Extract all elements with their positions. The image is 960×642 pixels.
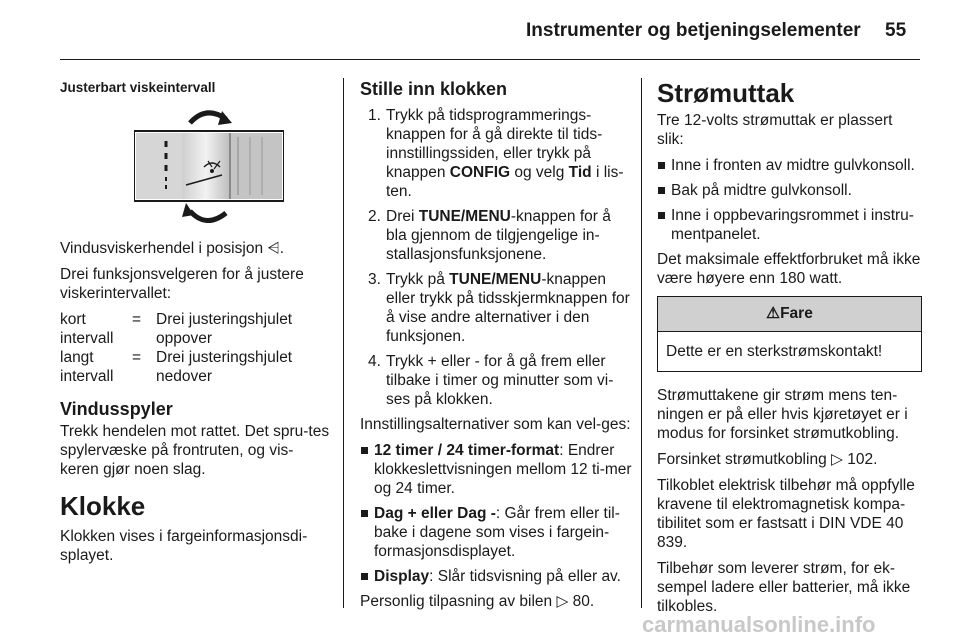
step-number: 2. <box>368 208 381 225</box>
column-divider-1 <box>343 78 344 608</box>
bullet-icon <box>361 573 368 580</box>
list-item: 3. Trykk på TUNE/MENU-knappen eller trykk på tidsskjermknappen for å vise andre alternativer i den funksjonen. <box>368 271 630 345</box>
chapter-title: Instrumenter og betjeningselementer <box>526 20 861 41</box>
table-desc: Drei justeringshjulet oppover <box>156 311 293 347</box>
bullet-icon <box>658 187 665 194</box>
wiper-position-text: Vindusviskerhendel i posisjon ⩤. <box>60 240 285 257</box>
list-item: Inne i oppbevaringsrommet i instru-mentpanelet. <box>657 206 922 244</box>
bullet-icon <box>658 162 665 169</box>
options-intro: Innstillingsalternativer som kan vel-ges: <box>360 416 631 433</box>
bullet-icon <box>361 510 368 517</box>
set-clock-heading: Stille inn klokken <box>360 79 508 99</box>
outlet-text-3: Tilkoblet elektrisk tilbehør må oppfylle kravene til elektromagnetisk kompa-tibilitet som er fastsatt i DIN VDE 40 839. <box>657 477 915 551</box>
list-item: 2. Drei TUNE/MENU-knappen for å bla gjennom de tilgjengelige in-stallasjonsfunksjonene. <box>368 208 611 263</box>
watermark: carmanualsonline.info <box>642 612 876 637</box>
list-item: Display: Slår tidsvisning på eller av. <box>360 567 635 586</box>
column-divider-2 <box>641 78 642 608</box>
options-list <box>360 441 635 586</box>
list-item: Dag + eller Dag -: Går frem eller til-bake i dagene som vises i fargein-formasjonsdisplayet. <box>360 504 635 561</box>
power-outlet-heading: Strømuttak <box>657 78 795 108</box>
wiper-interval-heading: Justerbart viskeintervall <box>60 80 216 95</box>
page-number: 55 <box>885 20 907 41</box>
header-divider <box>60 59 920 60</box>
table-desc: Drei justeringshjulet nedover <box>156 349 293 385</box>
list-item: 4. Trykk + eller - for å gå frem eller tilbake i timer og minutter som vi-ses på klokken. <box>368 353 614 408</box>
danger-title: ⚠Fare <box>658 297 921 332</box>
clock-text: Klokken vises i fargeinformasjonsdi-splayet. <box>60 528 308 564</box>
list-item: Bak på midtre gulvkonsoll. <box>657 181 922 200</box>
table-equals: = <box>132 349 142 366</box>
outlet-text-4: Tilbehør som leverer strøm, for ek-sempel ladere eller batterier, må ikke tilkobles. <box>657 560 911 615</box>
list-item: Inne i fronten av midtre gulvkonsoll. <box>657 156 922 175</box>
washer-text: Trekk hendelen mot rattet. Det spru-tes spylervæske på frontruten, og vis-keren gjør noen slag. <box>60 423 330 478</box>
column-1 <box>60 78 330 572</box>
outlet-locations-list <box>657 156 922 244</box>
max-power-text: Det maksimale effektforbruket må ikke være høyere enn 180 watt. <box>657 251 921 287</box>
bullet-icon <box>658 212 665 219</box>
table-term: kort intervall <box>60 311 114 347</box>
wiper-stalk-icon <box>134 107 284 225</box>
step-number: 4. <box>368 353 381 370</box>
page-header <box>0 0 960 60</box>
list-item: 1. Trykk på tidsprogrammerings-knappen for å gå direkte til tids-innstillingssiden, eller trykk på knappen CONFIG og velg Tid i lis-ten. <box>368 107 624 200</box>
table-term: langt intervall <box>60 349 114 385</box>
personalization-ref: Personlig tilpasning av bilen ▷ 80. <box>360 593 595 610</box>
interval-table <box>60 310 330 386</box>
danger-box <box>657 296 922 372</box>
column-3 <box>657 78 922 623</box>
outlet-intro: Tre 12-volts strømuttak er plassert slik: <box>657 112 893 148</box>
wiper-adjust-text: Drei funksjonsvelgeren for å justere viskerintervallet: <box>60 266 304 302</box>
washer-heading: Vindusspyler <box>60 399 173 419</box>
list-item: 12 timer / 24 timer-format: Endrer klokkeslettvisningen mellom 12 ti-mer og 24 timer. <box>360 441 635 498</box>
danger-text: Dette er en sterkstrømskontakt! <box>666 343 883 360</box>
step-number: 1. <box>368 107 381 124</box>
clock-heading: Klokke <box>60 491 146 521</box>
clock-steps-list <box>360 106 635 409</box>
outlet-text-2: Forsinket strømutkobling ▷ 102. <box>657 451 878 468</box>
step-number: 3. <box>368 271 381 288</box>
bullet-icon <box>361 447 368 454</box>
table-equals: = <box>132 311 142 328</box>
column-2 <box>360 78 635 618</box>
outlet-text-1: Strømuttakene gir strøm mens ten-ningen er på eller hvis kjøretøyet er i modus for forsinket strømutkobling. <box>657 387 908 442</box>
